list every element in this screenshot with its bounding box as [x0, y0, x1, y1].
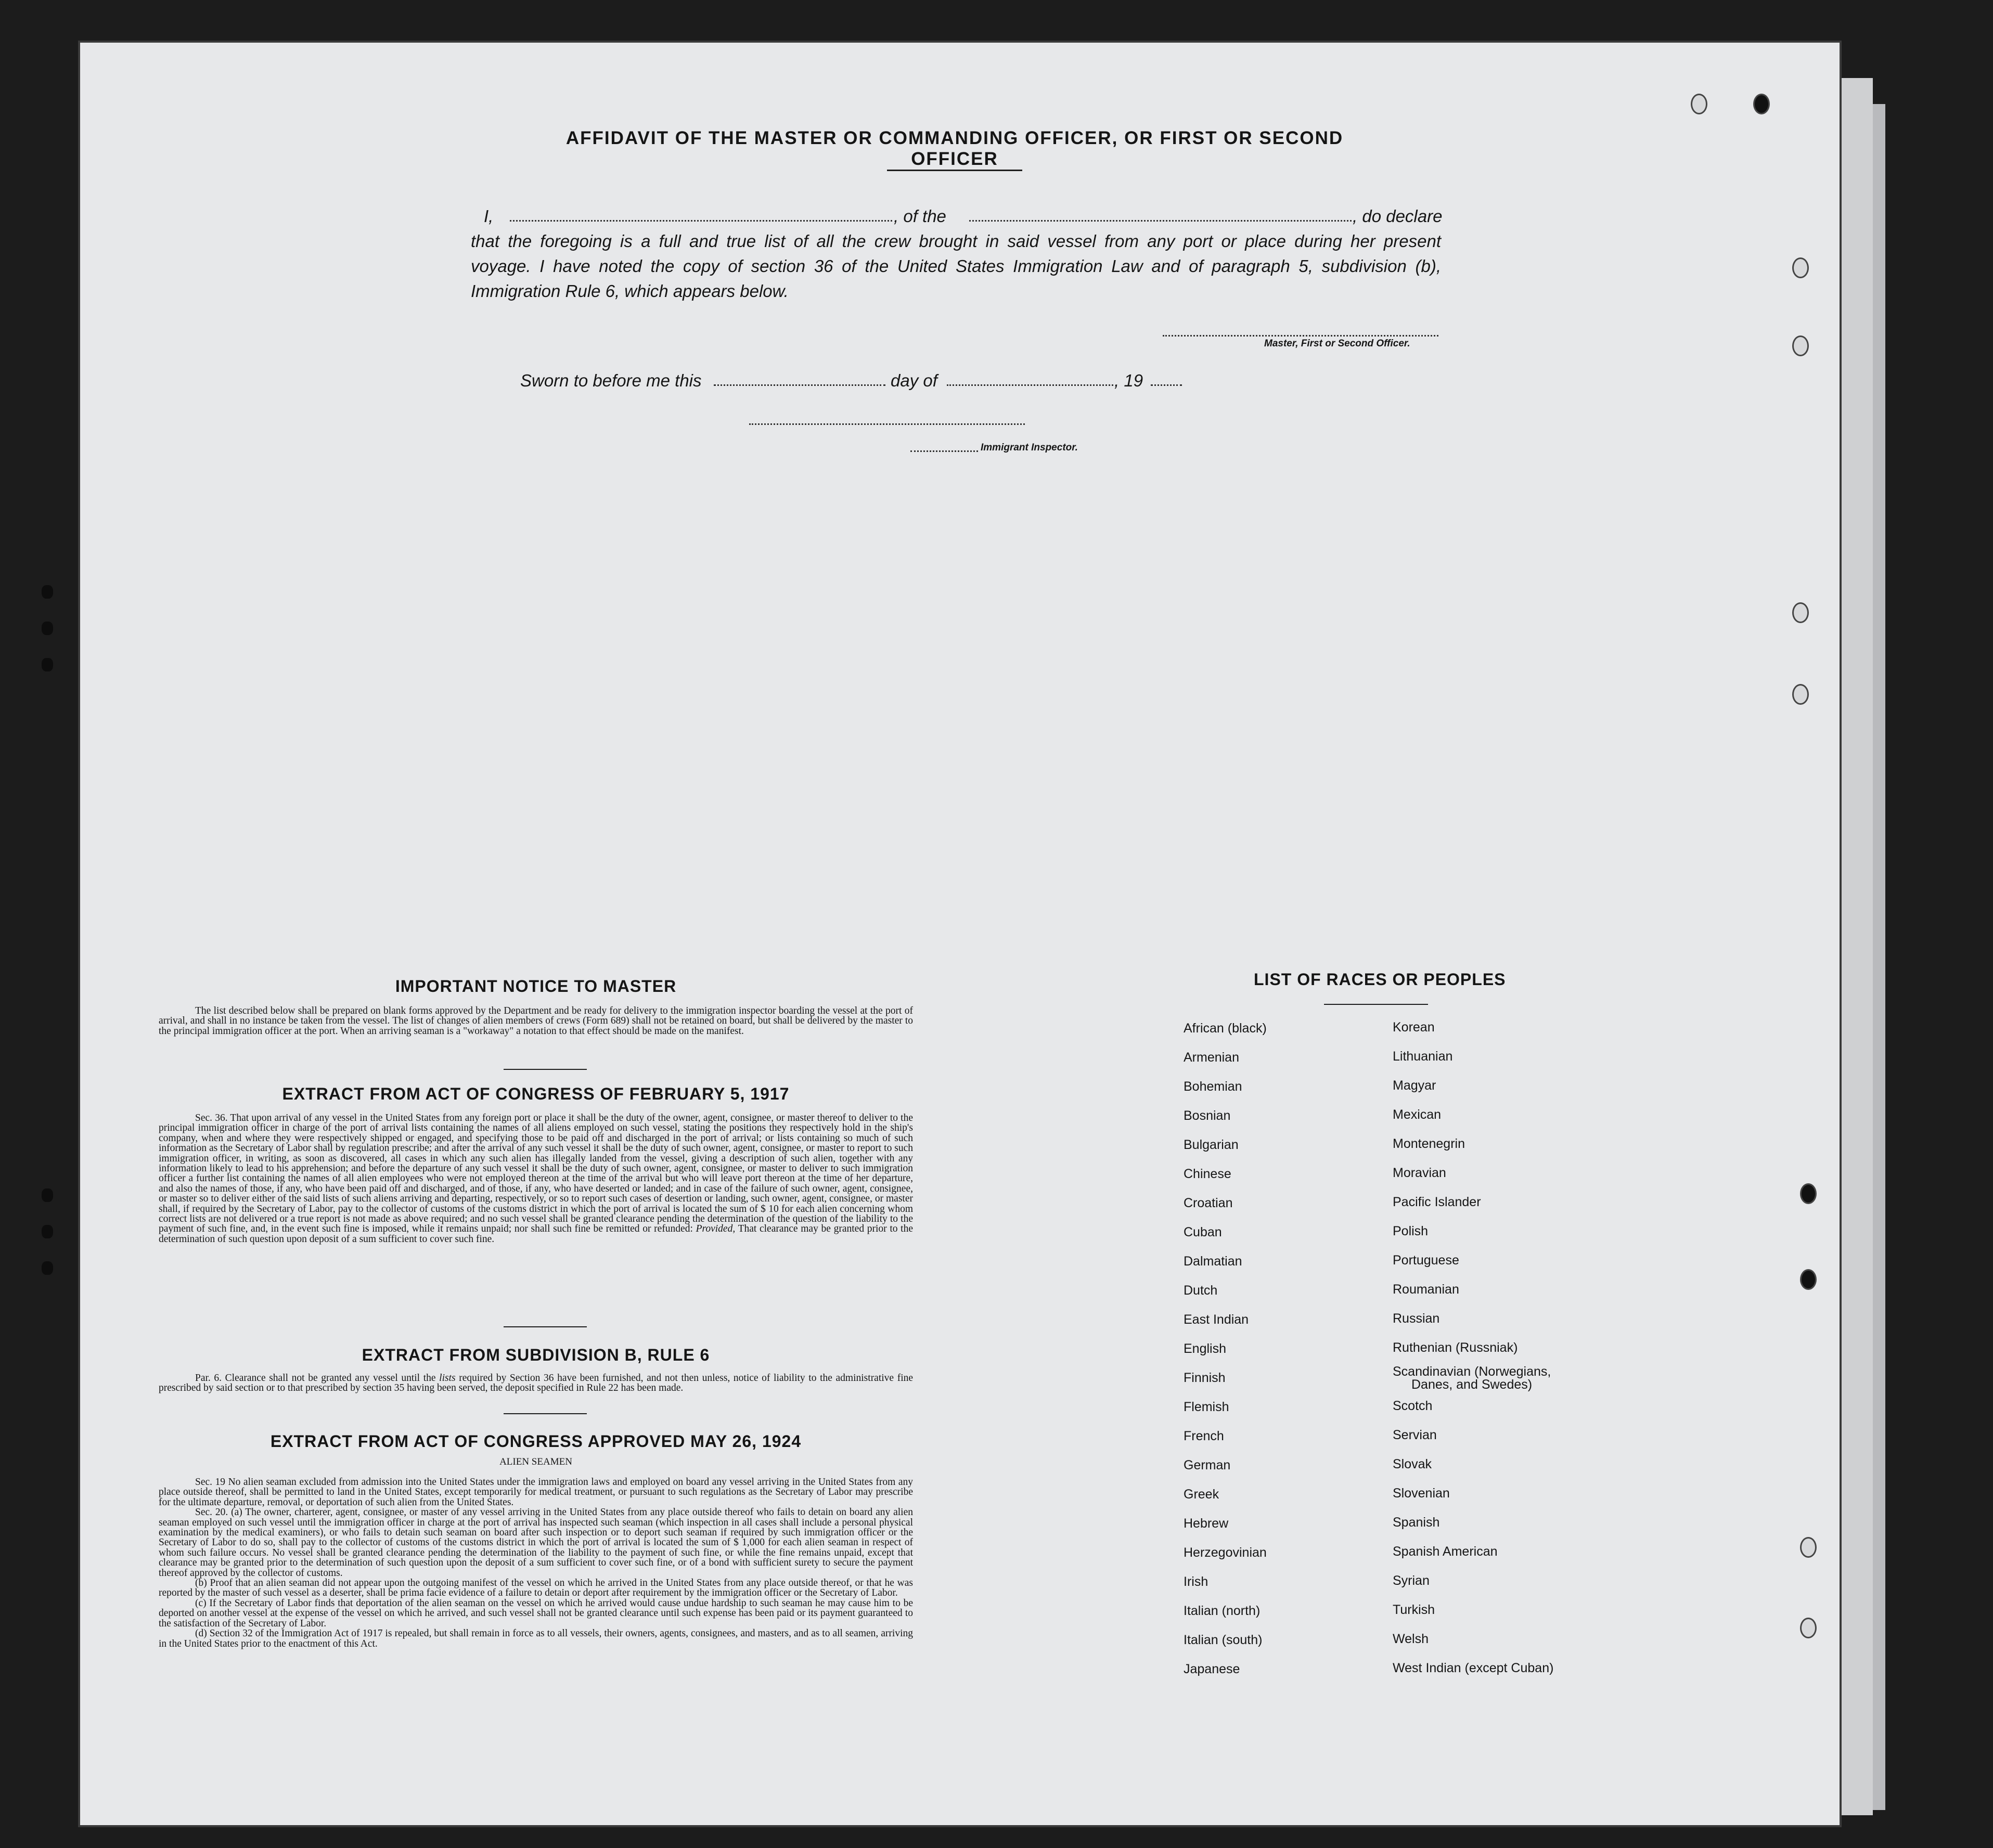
- section-divider: [504, 1069, 587, 1070]
- affidavit-line-2: that the foregoing is a full and true list of all the crew brought in said vessel from any port or place during her present: [471, 231, 1441, 251]
- inspector-dotted-lead: [910, 450, 978, 452]
- act-1924-sec-20d: (d) Section 32 of the Immigration Act of 1917 is repealed, but shall remain in force as to all vessels, their owners, agents, consignees, and masters, and as to all seamen, arriving in the United States prior to the enactment of this Act.: [159, 1628, 913, 1649]
- page-edge: [1842, 78, 1873, 1815]
- race-item: Spanish American: [1393, 1544, 1498, 1559]
- rule-6-text-end: required by Section 36 have been furnished, and not then unless, notice of liability to the administrative fine prescribed by said section or to that prescribed by section 35 having been served, the deposit specified in Rule 22 has been made.: [159, 1373, 914, 1394]
- race-item: Italian (south): [1184, 1633, 1263, 1647]
- race-item: Turkish: [1393, 1603, 1435, 1617]
- race-item: Scandinavian (Norwegians,: [1393, 1364, 1551, 1379]
- punch-hole: [1792, 684, 1809, 705]
- rule-6-lists: lists: [439, 1373, 456, 1384]
- race-item: Portuguese: [1393, 1253, 1459, 1268]
- act-1917-text: Sec. 36. That upon arrival of any vessel in the United States from any foreign port or place it shall be the duty of the owner, agent, consignee, or master thereof to deliver to the principal immigration officer in charge of the port of arrival lists containing the names of all aliens employed on such vessel, stating the positions they respectively hold in the ship's company, when and where they were respectively shipped or engaged, and specifying those to be paid off and discharged in the port of arrival; or lists containing so much of such information as the Secretary of Labor shall by regulation prescribe; and after the arrival of any such vessel it shall be the duty of such owner, agent, consignee, or master to report to such immigration officer, in writing, as soon as discovered, all cases in which any such alien has illegally landed from the vessel, giving a description of such alien, together with any information likely to lead to his apprehension; and before the departure of any such vessel it shall be the duty of such owner, agent, consignee, or master to deliver to such immigration officer a further list containing the names of all alien employees who were not employed thereon at the time of the arrival but who will leave port thereon at the time of her departure, and also the names of those, if any, who have been paid off and discharged, and of those, if any, who have deserted or landed; and in case of the failure of such owner, agent, consignee, or master so to deliver either of the said lists of such aliens arriving and departing, respectively, or so to report such cases of desertion or landing, such owner, agent, consignee, or master shall, if required by the Secretary of Labor, pay to the collector of customs of the customs district in which the port of arrival is located the sum of $ 10 for each alien concerning whom correct lists are not delivered or a true report is not made as above required; and no such vessel shall be granted clearance pending the determination of the question of the liability to the payment of such fine, and, in the event such fine is imposed, while it remains unpaid; nor shall such fine be remitted or refunded:: [159, 1113, 913, 1235]
- section-divider: [504, 1326, 587, 1327]
- race-item: English: [1184, 1341, 1226, 1356]
- act-1924-sec-19: Sec. 19 No alien seaman excluded from admission into the United States under the immigration laws and employed on board any vessel arriving in the United States from any place outside thereof, shall be permitted to land in the United States, except temporarily for medical treatment, or pursuant to such regulations as the Secretary of Labor may prescribe for the ultimate departure, removal, or deportation of such alien from the United States.: [159, 1477, 913, 1508]
- race-item: Montenegrin: [1393, 1136, 1465, 1151]
- vessel-name-line[interactable]: [969, 220, 1352, 222]
- race-item: Herzegovinian: [1184, 1545, 1267, 1560]
- race-item: Polish: [1393, 1224, 1429, 1238]
- race-item: Slovak: [1393, 1457, 1432, 1471]
- notice-heading: IMPORTANT NOTICE TO MASTER: [395, 977, 677, 996]
- affidavit-title: AFFIDAVIT OF THE MASTER OR COMMANDING OFFICER, OR FIRST OR SECOND OFFICER: [565, 128, 1344, 169]
- binder-hole: [42, 622, 53, 635]
- affidavit-line-3: voyage. I have noted the copy of section 36 of the United States Immigration Law and of paragraph 5, subdivision (b),: [471, 256, 1441, 276]
- races-underline: [1324, 1004, 1428, 1005]
- act-1924-sec-20b: (b) Proof that an alien seaman did not appear upon the outgoing manifest of the vessel on which he arrived in the United States from any place outside thereof, or that he was reported by the master of such vessel as a deserter, shall be prima facie evidence of a failure to detain or deport after requirement by the immigration officer or the Secretary of Labor.: [159, 1578, 913, 1599]
- race-item: Servian: [1393, 1428, 1437, 1442]
- binder-hole: [42, 1188, 53, 1202]
- binder-hole: [42, 1261, 53, 1275]
- race-item: Roumanian: [1393, 1282, 1459, 1297]
- notice-body: [159, 1006, 913, 1036]
- act-1917-text-end: That clearance may be granted prior to the determination of such question upon deposit of a sum sufficient to cover such fine.: [159, 1223, 914, 1245]
- act-1924-heading: EXTRACT FROM ACT OF CONGRESS APPROVED MAY 26, 1924: [270, 1432, 802, 1451]
- binder-hole: [42, 585, 53, 599]
- race-item: Bulgarian: [1184, 1138, 1239, 1152]
- punch-hole: [1792, 257, 1809, 278]
- race-item: Finnish: [1184, 1371, 1226, 1385]
- race-item: Croatian: [1184, 1196, 1233, 1210]
- binder-hole: [42, 658, 53, 671]
- race-item: Japanese: [1184, 1662, 1240, 1676]
- inspector-signature-line[interactable]: [749, 423, 1025, 425]
- title-underline: [887, 170, 1022, 171]
- races-right-column: [1393, 1020, 1553, 1690]
- act-1917-proviso: Provided,: [696, 1223, 736, 1235]
- section-divider: [504, 1413, 587, 1414]
- punch-hole: [1800, 1183, 1817, 1204]
- act-1917-body: [159, 1113, 913, 1244]
- punch-hole: [1792, 602, 1809, 623]
- affidavit-of-the: , of the: [894, 206, 946, 226]
- affidavit-line-4: Immigration Rule 6, which appears below.: [471, 281, 789, 301]
- race-item: Bohemian: [1184, 1079, 1242, 1094]
- race-item: Syrian: [1393, 1573, 1430, 1588]
- punch-hole: [1800, 1618, 1817, 1638]
- race-item: Hebrew: [1184, 1516, 1229, 1531]
- race-item: Italian (north): [1184, 1604, 1261, 1618]
- race-item: Dalmatian: [1184, 1254, 1242, 1269]
- race-item: Slovenian: [1393, 1486, 1450, 1501]
- race-item: Greek: [1184, 1487, 1219, 1502]
- affidavit-i: I,: [484, 206, 494, 226]
- master-name-line[interactable]: [510, 220, 892, 222]
- sworn-prefix: Sworn to before me this: [520, 371, 702, 390]
- act-1924-sec-20c: (c) If the Secretary of Labor finds that deportation of the alien seaman on the vessel on which he arrived would cause undue hardship to such seaman he may cause him to be deported on another vessel at the expense of the vessel on which he arrived, and such vessel shall not be granted clearance until such expense has been paid or its payment guaranteed to the satisfaction of the Secretary of Labor.: [159, 1597, 913, 1629]
- punch-hole: [1800, 1269, 1817, 1290]
- race-item: Irish: [1184, 1574, 1208, 1589]
- punch-hole: [1691, 94, 1707, 114]
- sworn-day-of: day of: [891, 371, 937, 390]
- race-item: East Indian: [1184, 1312, 1249, 1327]
- race-item: Welsh: [1393, 1632, 1429, 1646]
- races-heading: LIST OF RACES OR PEOPLES: [1254, 970, 1506, 989]
- race-item: Lithuanian: [1393, 1049, 1453, 1064]
- race-item: Scotch: [1393, 1399, 1433, 1413]
- race-item: French: [1184, 1429, 1224, 1443]
- race-item: Russian: [1393, 1311, 1440, 1326]
- master-signature-line[interactable]: [1163, 335, 1438, 337]
- race-item: African (black): [1184, 1021, 1267, 1036]
- race-item: German: [1184, 1458, 1231, 1472]
- inspector-label: Immigrant Inspector.: [981, 442, 1078, 453]
- race-item: Armenian: [1184, 1050, 1239, 1065]
- rule-6-text: Par. 6. Clearance shall not be granted any vessel until the: [195, 1373, 436, 1384]
- race-item: Bosnian: [1184, 1108, 1231, 1123]
- punch-hole: [1800, 1537, 1817, 1558]
- sworn-month-line[interactable]: [947, 384, 1113, 386]
- race-item: Mexican: [1393, 1107, 1442, 1122]
- race-item: West Indian (except Cuban): [1393, 1661, 1554, 1675]
- race-item: Magyar: [1393, 1078, 1436, 1093]
- rule-6-heading: EXTRACT FROM SUBDIVISION B, RULE 6: [362, 1346, 710, 1364]
- race-item: Pacific Islander: [1393, 1195, 1481, 1209]
- races-left-column: [1184, 1021, 1267, 1691]
- signature-label: Master, First or Second Officer.: [1264, 338, 1410, 349]
- sworn-year-line[interactable]: [1151, 384, 1182, 386]
- race-item: Korean: [1393, 1020, 1435, 1035]
- punch-hole: [1792, 335, 1809, 356]
- sworn-year: , 19: [1114, 371, 1143, 390]
- act-1924-subheading: ALIEN SEAMEN: [499, 1456, 572, 1467]
- affidavit-declare: , do declare: [1353, 206, 1443, 226]
- race-item-scandinavian: [1393, 1365, 1553, 1394]
- sworn-date-line[interactable]: [714, 384, 885, 386]
- act-1917-heading: EXTRACT FROM ACT OF CONGRESS OF FEBRUARY 5, 1917: [282, 1084, 790, 1103]
- binder-hole: [42, 1225, 53, 1238]
- rule-6-body: [159, 1373, 913, 1393]
- notice-paragraph: The list described below shall be prepared on blank forms approved by the Department and be ready for delivery to the immigration inspector boarding the vessel at the port of arrival, and shall in no instance be taken from the vessel. The list of changes of alien members of crews (Form 689) shall not be retained on board, but shall be delivered by the master to the principal immigration officer at the port. When an arriving seaman is a "workaway" a notation to that effect should be made on the manifest.: [159, 1005, 913, 1037]
- race-item: Chinese: [1184, 1167, 1231, 1181]
- punch-hole: [1753, 94, 1770, 114]
- race-item: Flemish: [1184, 1400, 1229, 1414]
- race-item: Moravian: [1393, 1166, 1446, 1180]
- page-edge-shadow: [1873, 104, 1885, 1810]
- act-1924-body: [159, 1477, 913, 1649]
- act-1924-sec-20a: Sec. 20. (a) The owner, charterer, agent, consignee, or master of any vessel arriving in the United States from any place outside thereof who fails to detain on board any alien seaman employed on such vessel until the immigration officer in charge at the port of arrival has inspected such seaman (which inspection in all cases shall include a personal physical examination by the medical examiners), or who fails to detain such seaman on board after such inspection or to deport such seaman if required by such immigration officer or the Secretary of Labor to do so, shall pay to the collector of customs of the customs district in which the port of arrival is located the sum of $ 1,000 for each alien seaman in respect of whom such failure occurs. No vessel shall be granted clearance pending the determination of the liability to the payment of such fine, or while the fine remains unpaid, except that clearance may be granted prior to the determination of such question upon the deposit of a sum sufficient to cover such fine, or of a bond with sufficient surety to secure the payment thereof approved by the collector of customs.: [159, 1507, 913, 1579]
- race-item: Cuban: [1184, 1225, 1222, 1239]
- race-item: Dutch: [1184, 1283, 1218, 1298]
- race-item: Spanish: [1393, 1515, 1440, 1530]
- race-item-continuation: Danes, and Swedes): [1411, 1377, 1533, 1392]
- race-item: Ruthenian (Russniak): [1393, 1340, 1518, 1355]
